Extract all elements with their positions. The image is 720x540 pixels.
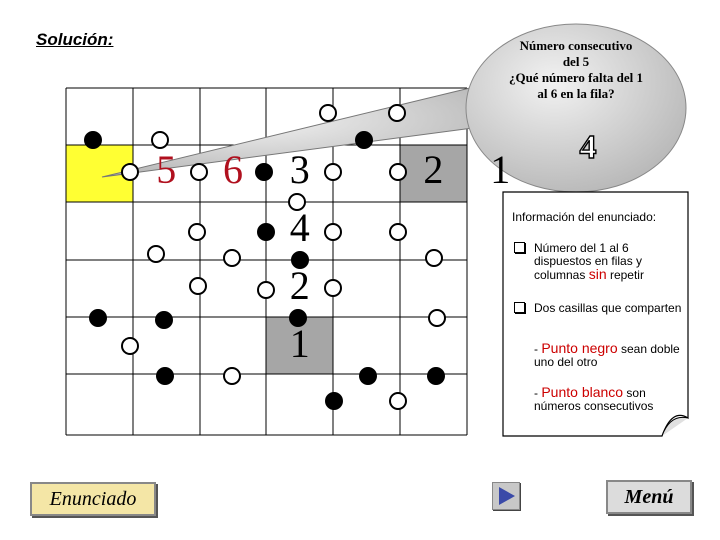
white-dot <box>390 164 406 180</box>
info-item-3-tail: sean doble uno del otro <box>534 342 680 369</box>
info-item-4-accent: Punto blanco <box>541 384 624 400</box>
grid-number: 3 <box>289 147 310 193</box>
play-icon[interactable] <box>492 482 520 510</box>
bubble-line-4: al 6 en la fila? <box>537 86 615 101</box>
white-dot <box>258 282 274 298</box>
info-item-3-accent: Punto negro <box>541 340 618 356</box>
white-dot <box>429 310 445 326</box>
grid-number: 2 <box>423 147 444 193</box>
info-item-4 <box>534 386 684 413</box>
white-dot <box>390 224 406 240</box>
info-item-1-text: Número del 1 al 6 dispuestos en filas y columnas <box>534 241 643 282</box>
info-panel <box>506 198 686 436</box>
white-dot <box>325 224 341 240</box>
menu-button[interactable]: Menú <box>606 480 692 514</box>
checkbox-bullet-icon <box>514 242 525 253</box>
grid-number: 6 <box>223 147 243 193</box>
black-dot <box>326 393 342 409</box>
white-dot <box>325 280 341 296</box>
white-dot <box>191 164 207 180</box>
info-item-3-prefix: - <box>534 342 542 356</box>
grid-number: 1 <box>289 321 310 367</box>
bubble-line-2: del 5 <box>562 54 590 69</box>
grid-number: 5 <box>156 147 177 193</box>
bubble-line-3: ¿Qué número falta del 1 <box>508 70 644 85</box>
white-dot <box>224 368 240 384</box>
info-item-1-accent: sin <box>588 266 607 282</box>
white-dot <box>426 250 442 266</box>
enunciado-button[interactable]: Enunciado <box>30 482 156 516</box>
black-dot <box>85 132 101 148</box>
white-dot <box>189 224 205 240</box>
white-dot <box>389 105 405 121</box>
black-dot <box>356 132 372 148</box>
info-item-3 <box>534 342 684 369</box>
grid-number: 4 <box>289 205 310 251</box>
info-item-1-tail: repetir <box>609 268 644 282</box>
white-dot <box>190 278 206 294</box>
white-dot <box>390 393 406 409</box>
black-dot <box>256 164 272 180</box>
bubble-line-1: Número consecutivo <box>519 38 633 53</box>
white-dot <box>122 338 138 354</box>
black-dot <box>156 312 172 328</box>
bubble-answer: 4 <box>579 129 597 166</box>
solution-title: Solución: <box>36 30 114 49</box>
info-item-1 <box>534 242 684 282</box>
white-dot <box>224 250 240 266</box>
grid-number: 2 <box>289 263 310 309</box>
white-dot <box>122 164 138 180</box>
black-dot <box>258 224 274 240</box>
black-dot <box>428 368 444 384</box>
white-dot <box>152 132 168 148</box>
info-item-4-prefix: - <box>534 386 542 400</box>
white-dot <box>325 164 341 180</box>
info-item-4-tail: son números consecutivos <box>534 386 654 413</box>
checkbox-bullet-icon <box>514 302 525 313</box>
white-dot <box>148 246 164 262</box>
info-header: Información del enunciado: <box>512 210 657 224</box>
info-item-2: Dos casillas que comparten <box>534 301 682 315</box>
white-dot <box>320 105 336 121</box>
black-dot <box>157 368 173 384</box>
grid-number: 1 <box>490 147 511 193</box>
black-dot <box>360 368 376 384</box>
black-dot <box>90 310 106 326</box>
